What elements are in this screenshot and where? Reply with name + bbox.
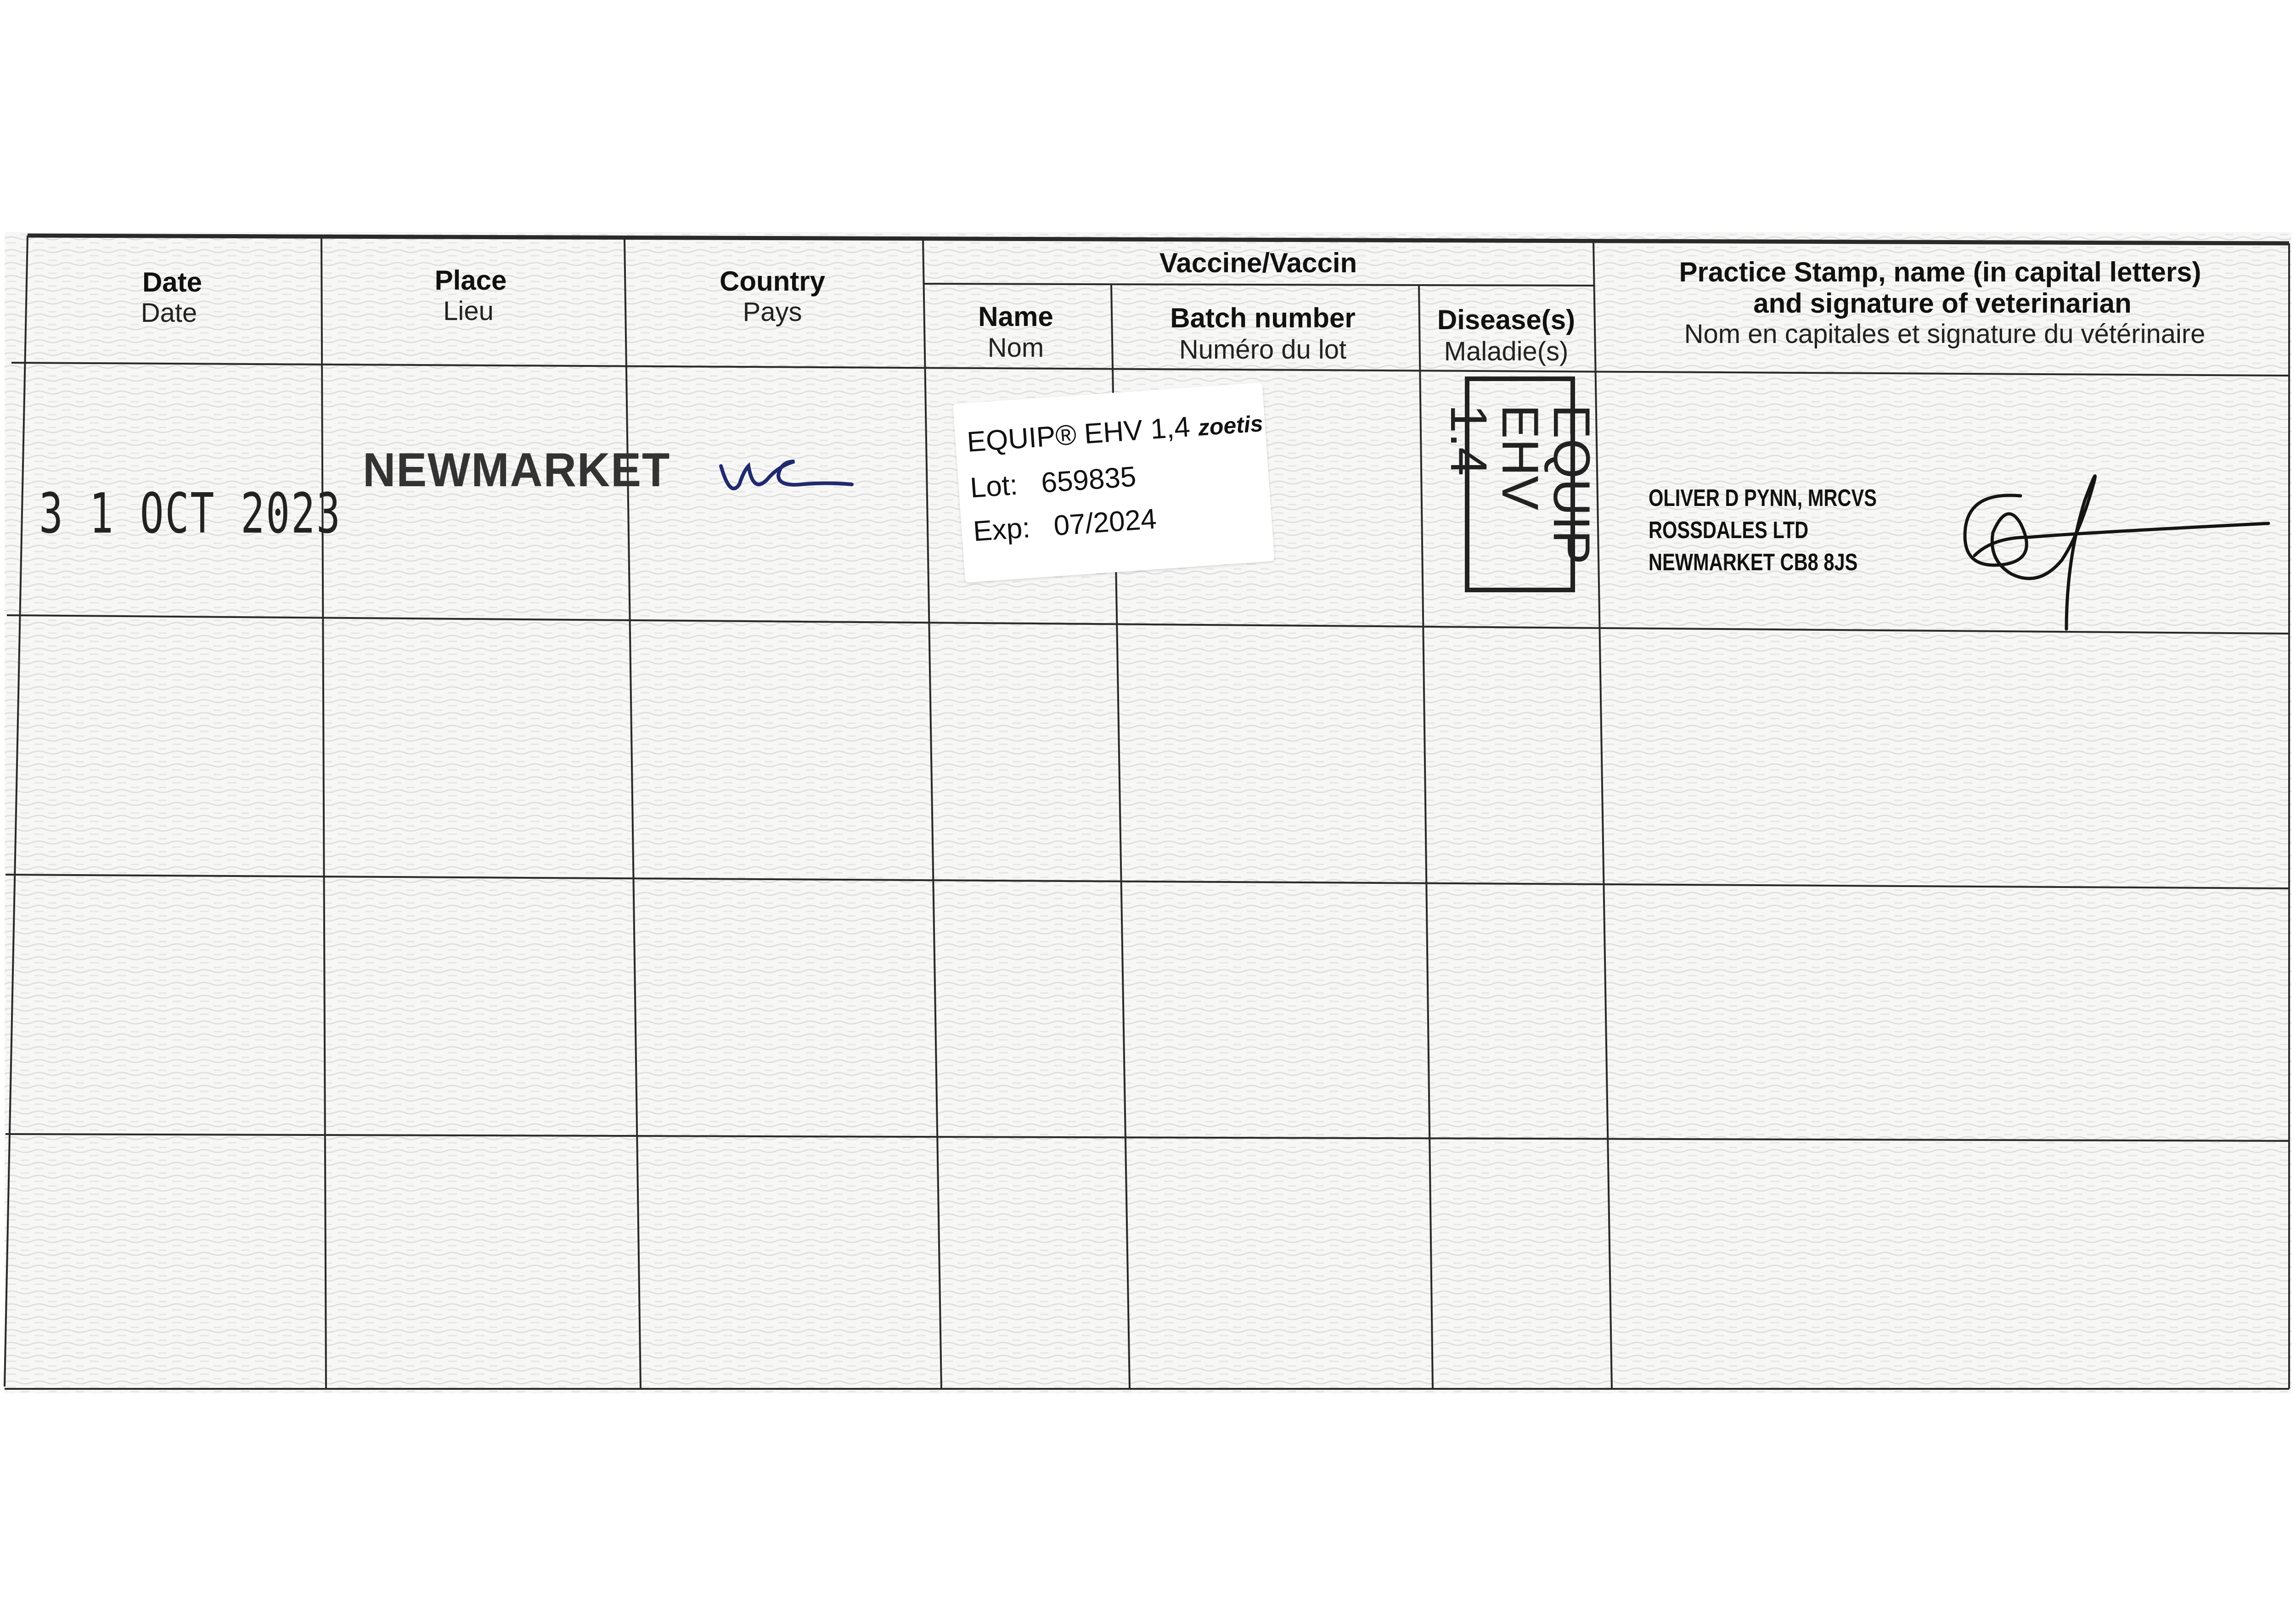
header-country: Country <box>720 266 825 297</box>
header-batch-number: Batch number <box>1170 303 1356 333</box>
exp-label: Exp: <box>972 512 1031 548</box>
header-diseases-fr: Maladie(s) <box>1444 337 1569 366</box>
disease-stamp-line1: EQUIP <box>1543 404 1600 565</box>
header-practice-line1: Practice Stamp, name (in capital letters) <box>1679 257 2201 287</box>
vet-name: OLIVER D PYNN, MRCVS <box>1649 485 1877 511</box>
header-practice-line2: and signature of veterinarian <box>1753 288 2132 319</box>
entry-place-stamp: NEWMARKET <box>363 444 671 497</box>
header-country-fr: Pays <box>743 297 802 327</box>
lot-label: Lot: <box>969 469 1019 504</box>
vet-address: NEWMARKET CB8 8JS <box>1649 549 1858 576</box>
header-diseases: Disease(s) <box>1437 304 1576 335</box>
header-place: Place <box>434 265 507 296</box>
disease-stamp-line2: EHV 1.4 <box>1440 404 1549 511</box>
entry-date-stamp: 3 1 OCT 2023 <box>39 482 342 546</box>
header-vaccine: Vaccine/Vaccin <box>1159 247 1357 278</box>
country-handwritten-initials <box>716 452 882 507</box>
vet-signature <box>1947 464 2278 657</box>
header-batch-number-fr: Numéro du lot <box>1179 335 1347 365</box>
vaccine-product-name: EQUIP® EHV 1,4 <box>966 411 1191 458</box>
header-date: Date <box>142 267 203 298</box>
header-place-fr: Lieu <box>443 296 494 326</box>
vet-practice: ROSSDALES LTD <box>1649 517 1809 544</box>
header-practice-fr: Nom en capitales et signature du vétérinaire <box>1684 319 2206 349</box>
vaccine-brand: zoetis <box>1197 410 1264 441</box>
header-vaccine-name-fr: Nom <box>987 333 1044 363</box>
disease-stamp <box>1440 376 1600 592</box>
header-vaccine-name: Name <box>978 301 1053 332</box>
lot-number: 659835 <box>1040 461 1137 499</box>
header-date-fr: Date <box>141 298 197 328</box>
expiry-date: 07/2024 <box>1052 503 1158 542</box>
vaccine-batch-sticker <box>953 382 1275 583</box>
